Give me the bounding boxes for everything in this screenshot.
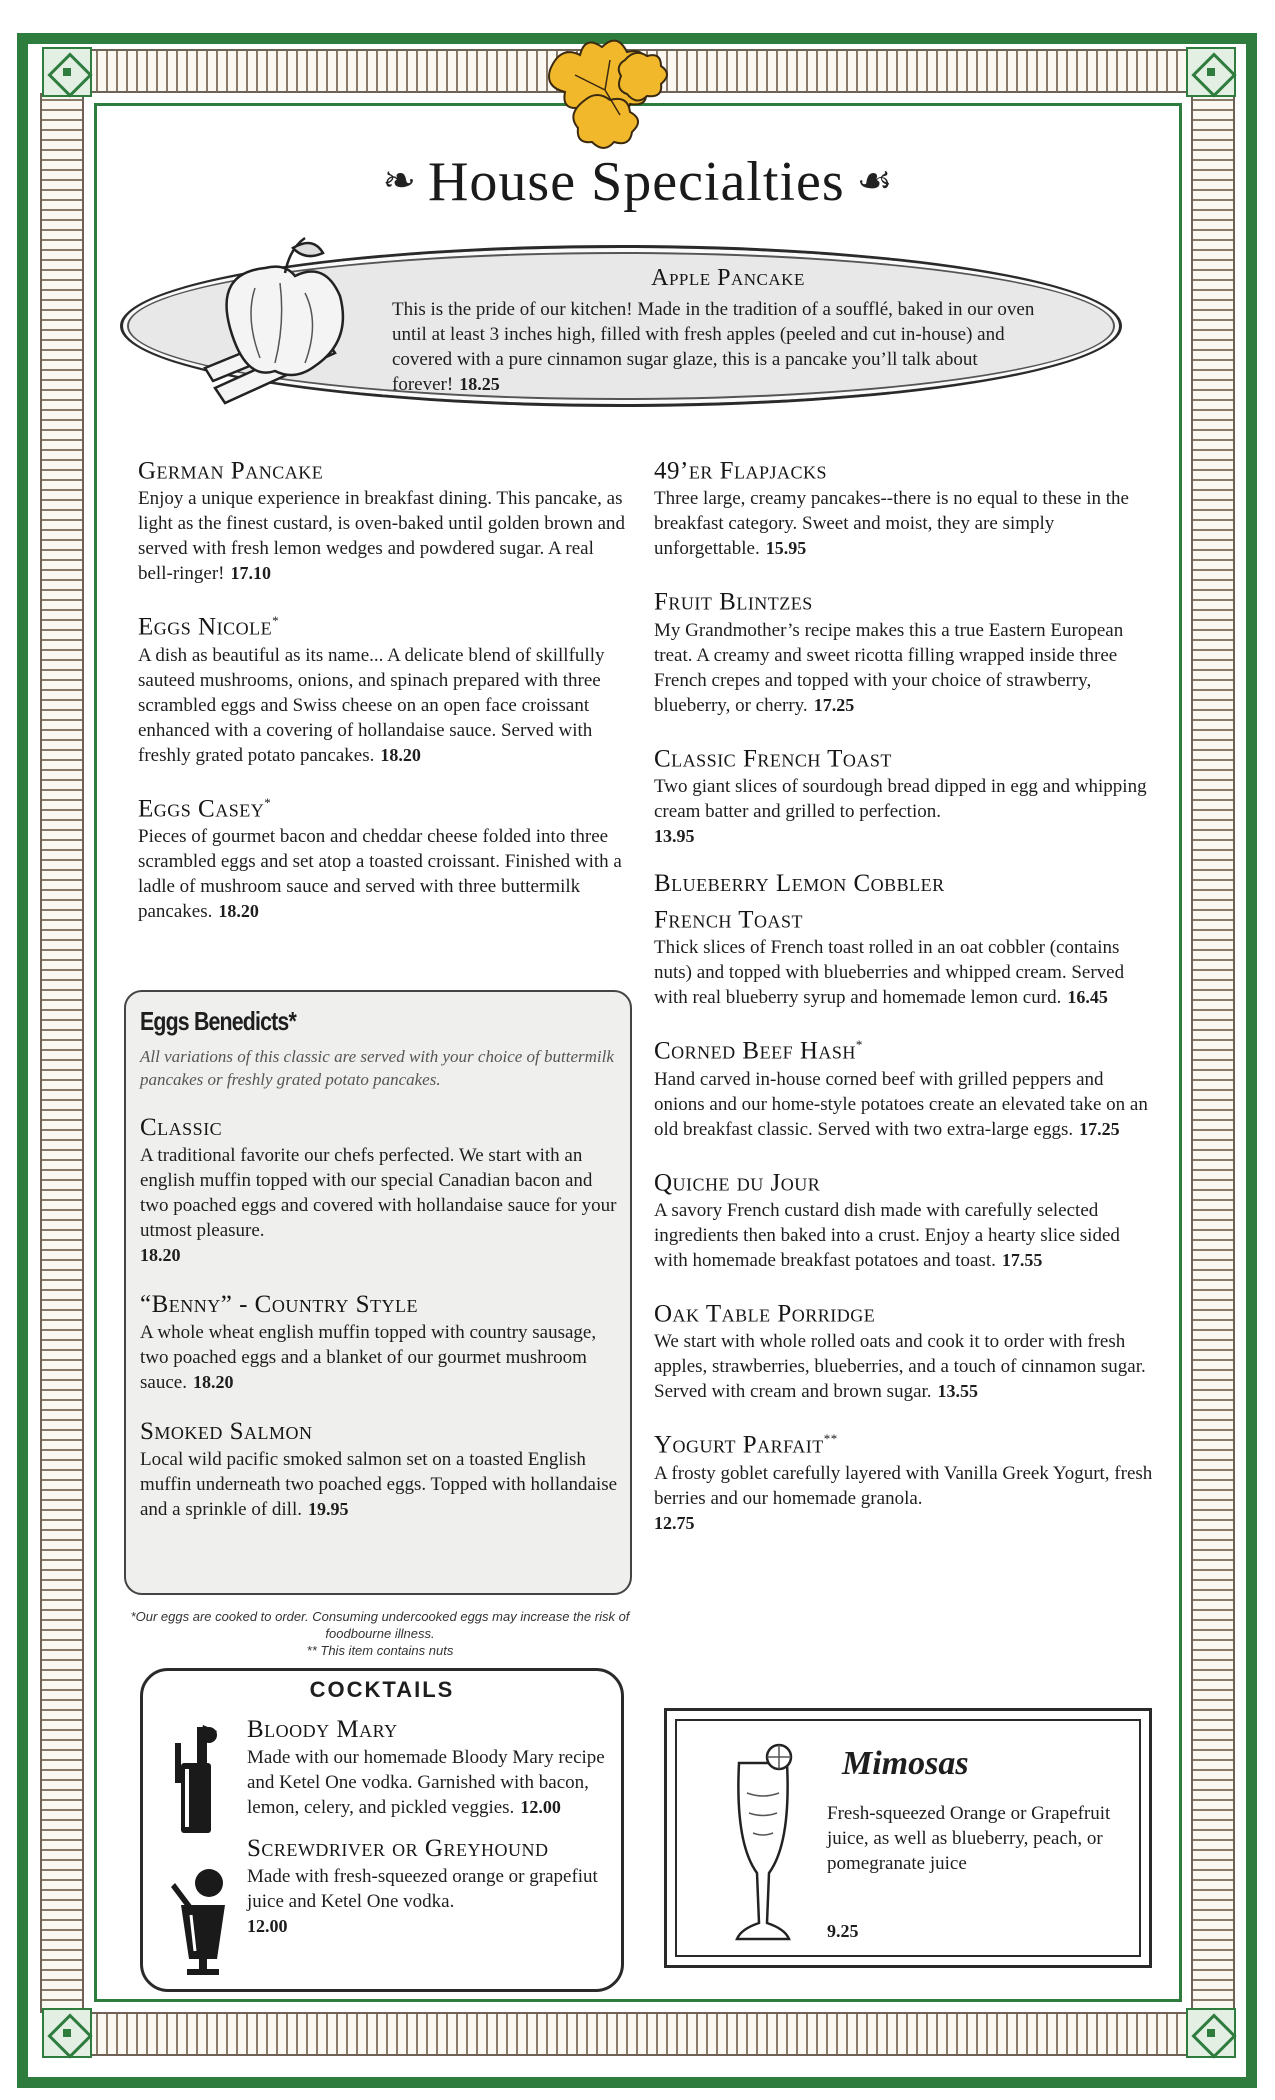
menu-item-price: 17.10 [230, 563, 272, 584]
cocktail-description: Made with fresh-squeezed orange or grapefiut juice and Ketel One vodka. 12.00 [247, 1864, 605, 1939]
eggs-benedicts-intro: All variations of this classic are served with your choice of buttermilk pancakes or freshly grated potato pancakes. [140, 1047, 614, 1089]
corner-ornament-icon [1186, 47, 1236, 97]
menu-item [140, 1417, 620, 1522]
menu-item [654, 450, 1154, 561]
menu-item [140, 1290, 620, 1395]
right-column [654, 450, 1154, 1556]
featured-item-price: 18.25 [459, 374, 500, 394]
menu-item-name: Corned Beef Hash* [654, 1037, 863, 1065]
oak-leaves-icon [530, 30, 680, 150]
eggs-benedicts-panel [124, 990, 632, 1595]
corner-ornament-icon [42, 47, 92, 97]
cocktail-description: Made with our homemade Bloody Mary recipe and Ketel One vodka. Garnished with bacon, lemon, celery, and pickled veggies. 12.00 [247, 1747, 605, 1818]
featured-item-name: Apple Pancake [651, 265, 805, 291]
menu-item-name: Eggs Nicole* [138, 613, 280, 641]
menu-item [654, 1293, 1154, 1404]
menu-item-name: “Benny” - Country Style [140, 1291, 419, 1318]
menu-item-description: Three large, creamy pancakes--there is no equal to these in the breakfast category. Sweet and moist, they are simply unforgettable. 15.95 [654, 488, 1129, 560]
featured-item [392, 263, 1064, 397]
menu-item [654, 1030, 1154, 1141]
menu-item-name: Fruit Blintzes [654, 588, 813, 616]
menu-item-description: Hand carved in-house corned beef with grilled peppers and onions and our home-style potatoes create an elevated take on an old breakfast classic. Served with two extra-large eggs. 17.25 [654, 1068, 1148, 1140]
footnote-nuts-warning: ** This item contains nuts [306, 1643, 454, 1658]
menu-item-name: Oak Table Porridge [654, 1300, 876, 1328]
flourish-right-icon: ☙ [856, 158, 893, 203]
menu-item-price: 18.20 [140, 1245, 181, 1265]
menu-item-description: A traditional favorite our chefs perfected. We start with an english muffin topped with our special Canadian bacon and two poached eggs and covered with hollandaise sauce for your utmost pleasure. 18.20 [140, 1143, 620, 1268]
menu-item-price: 18.20 [192, 1372, 234, 1392]
menu-item-price: 13.95 [654, 825, 695, 846]
lattice-border-left [40, 93, 84, 2013]
cocktails-panel [140, 1668, 624, 1992]
menu-item-name: Yogurt Parfait** [654, 1431, 838, 1459]
menu-item-description: Two giant slices of sourdough bread dipped in egg and whipping cream batter and grilled to perfection. 13.95 [654, 774, 1154, 849]
footnote-eggs-warning: *Our eggs are cooked to order. Consuming undercooked eggs may increase the risk of foodbourne illness. [130, 1609, 630, 1641]
apple-cinnamon-icon [185, 218, 355, 408]
menu-item-name: Eggs Casey* [138, 794, 272, 822]
cocktails-list [247, 1715, 605, 1939]
menu-item-name: Quiche du Jour [654, 1168, 821, 1196]
menu-item [654, 869, 1154, 1010]
menu-item [654, 738, 1154, 849]
corner-ornament-icon [42, 2008, 92, 2058]
menu-item-name: Classic French Toast [654, 744, 892, 772]
cocktails-title: COCKTAILS [309, 1677, 455, 1702]
menu-item-description: Thick slices of French toast rolled in an oat cobbler (contains nuts) and topped with blueberries and whipped cream. Served with real blueberry syrup and homemade lemon curd. 16.45 [654, 937, 1125, 1009]
footnote [130, 1608, 630, 1659]
menu-item [138, 606, 628, 767]
corner-ornament-icon [1186, 2008, 1236, 2058]
lattice-border-bottom [64, 2012, 1210, 2056]
menu-item [138, 788, 628, 924]
featured-item-description: This is the pride of our kitchen! Made in the tradition of a soufflé, baked in our oven until at least 3 inches high, filled with fresh apples (peeled and cut in-house) and covered with a pure cinnamon sugar glaze, this is a pancake you’ll talk about forever! 18.25 [392, 299, 1035, 395]
cocktail-name: Screwdriver or Greyhound [247, 1835, 549, 1862]
menu-item-description: We start with whole rolled oats and cook it to order with fresh apples, strawberries, blueberries, and a touch of cinnamon sugar. Served with cream and brown sugar. 13.55 [654, 1331, 1146, 1403]
cocktail-price: 12.00 [247, 1916, 288, 1936]
menu-item-price: 18.20 [380, 744, 421, 765]
cocktail-item [247, 1834, 605, 1939]
menu-item-name: German Pancake [138, 457, 324, 485]
menu-item-price: 17.25 [1079, 1118, 1120, 1139]
menu-item-price: 17.25 [813, 694, 855, 715]
menu-item-name: 49’er Flapjacks [654, 457, 828, 485]
menu-item-name: Classic [140, 1114, 223, 1141]
screwdriver-glass-icon [167, 1867, 233, 1977]
menu-item [654, 581, 1154, 717]
cocktail-name: Bloody Mary [247, 1716, 398, 1743]
menu-item [140, 1113, 620, 1268]
menu-item-description: Pieces of gourmet bacon and cheddar cheese folded into three scrambled eggs and set atop a toasted croissant. Finished with a ladle of mushroom sauce and served with three buttermilk pancakes. 18.20 [138, 825, 622, 922]
mimosas-title: Mimosas [842, 1745, 969, 1782]
champagne-flute-icon [717, 1733, 807, 1953]
menu-item-description: A frosty goblet carefully layered with Vanilla Greek Yogurt, fresh berries and our homemade granola. 12.75 [654, 1461, 1154, 1536]
page-title: House Specialties [427, 151, 845, 213]
lattice-border-right [1191, 93, 1235, 2013]
eggs-benedicts-title: Eggs Benedicts* [140, 1006, 296, 1036]
menu-item [138, 450, 628, 586]
menu-item [654, 1424, 1154, 1535]
cocktail-price: 12.00 [520, 1797, 561, 1817]
menu-item-description: A savory French custard dish made with carefully selected ingredients then baked into a crust. Enjoy a hearty slice sided with homemade breakfast potatoes and toast. 17.55 [654, 1199, 1120, 1271]
menu-item-description: Local wild pacific smoked salmon set on a toasted English muffin underneath two poached eggs. Topped with hollandaise and a sprinkle of dill. 19.95 [140, 1449, 618, 1520]
left-column [138, 450, 628, 944]
menu-item-description: A whole wheat english muffin topped with country sausage, two poached eggs and a blanket of our gourmet mushroom sauce. 18.20 [140, 1322, 597, 1393]
cocktail-item [247, 1715, 605, 1820]
menu-item-name: Smoked Salmon [140, 1418, 313, 1445]
menu-item-name: Blueberry Lemon Cobbler French Toast [654, 869, 945, 934]
mimosas-price: 9.25 [827, 1921, 859, 1941]
menu-item [654, 1162, 1154, 1273]
menu-item-description: My Grandmother’s recipe makes this a true Eastern European treat. A creamy and sweet ricotta filling wrapped inside three French crepes and topped with your choice of strawberry, blueberry, or cherry. 17.25 [654, 619, 1124, 716]
menu-item-price: 13.55 [937, 1381, 979, 1402]
menu-item-price: 12.75 [654, 1512, 695, 1533]
flourish-left-icon: ❧ [382, 158, 416, 203]
menu-item-description: Enjoy a unique experience in breakfast dining. This pancake, as light as the finest custard, is oven-baked until golden brown and served with fresh lemon wedges and powdered sugar. A real bell-ringer! 17.10 [138, 488, 626, 585]
menu-item-price: 19.95 [308, 1499, 349, 1519]
mimosas-panel [664, 1708, 1152, 1968]
menu-item-price: 16.45 [1067, 987, 1108, 1008]
menu-item-description: A dish as beautiful as its name... A delicate blend of skillfully sauteed mushrooms, onions, and spinach prepared with three scrambled eggs and Swiss cheese on an open face croissant enhanced with a covering of hollandaise sauce. Served with freshly grated potato pancakes. 18.20 [138, 644, 605, 766]
menu-item-price: 15.95 [765, 538, 807, 559]
bloody-mary-glass-icon [173, 1725, 227, 1835]
menu-item-price: 18.20 [218, 900, 259, 921]
title-row [0, 150, 1275, 214]
menu-item-price: 17.55 [1001, 1249, 1043, 1270]
mimosas-description: Fresh-squeezed Orange or Grapefruit juice, as well as blueberry, peach, or pomegranate juice [827, 1803, 1111, 1874]
